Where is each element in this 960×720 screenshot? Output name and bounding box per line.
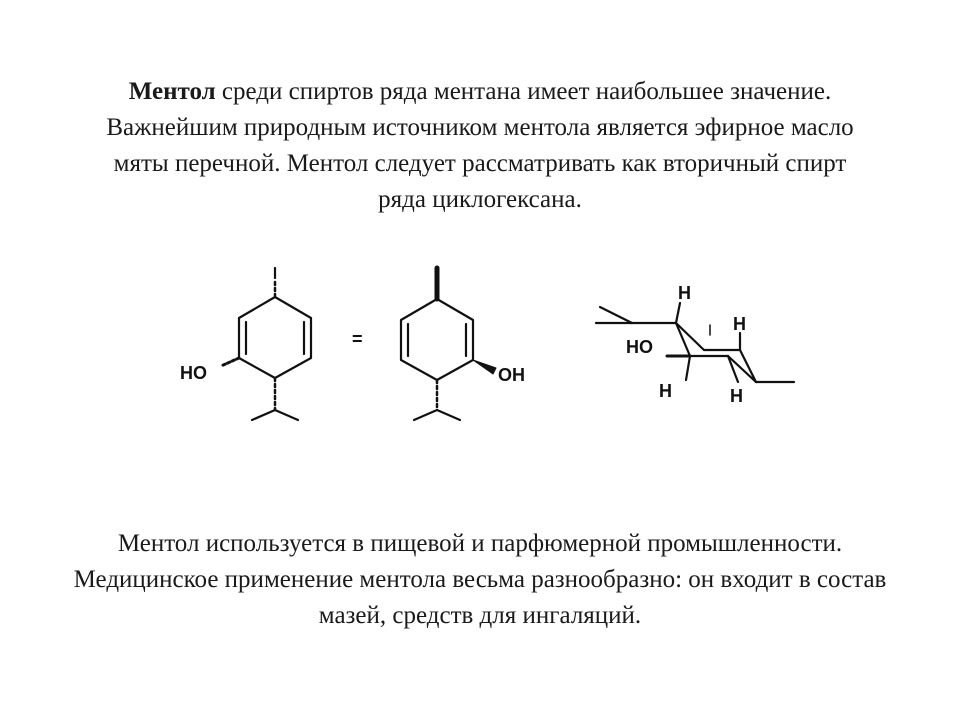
left-ho-label: HO bbox=[180, 363, 207, 383]
middle-structure bbox=[401, 268, 473, 420]
left-structure bbox=[221, 268, 311, 420]
menthol-bold-term: Ментол bbox=[128, 78, 216, 105]
chair-h-right: H bbox=[733, 314, 746, 334]
intro-paragraph bbox=[90, 74, 870, 218]
menthol-structures-figure bbox=[160, 255, 810, 430]
equals-sign: = bbox=[352, 329, 363, 349]
chair-ho-label: HO bbox=[626, 337, 653, 357]
chair-h-bottom-right: H bbox=[730, 386, 743, 406]
middle-oh-label: OH bbox=[498, 365, 525, 385]
chair-h-top: H bbox=[678, 283, 691, 303]
intro-paragraph-text: среди спиртов ряда ментана имеет наибольшее значение. Важнейшим природным источником ментола является эфирное масло мяты перечной. Ментол следует рассматривать как вторичный спирт ряда циклогексана. bbox=[106, 78, 854, 213]
usage-paragraph: Ментол используется в пищевой и парфюмерной промышленности. Медицинское применение ментола весьма разнообразно: он входит в состав мазей, средств для ингаляций. bbox=[73, 530, 887, 629]
chair-h-bottom-left: H bbox=[659, 381, 672, 401]
